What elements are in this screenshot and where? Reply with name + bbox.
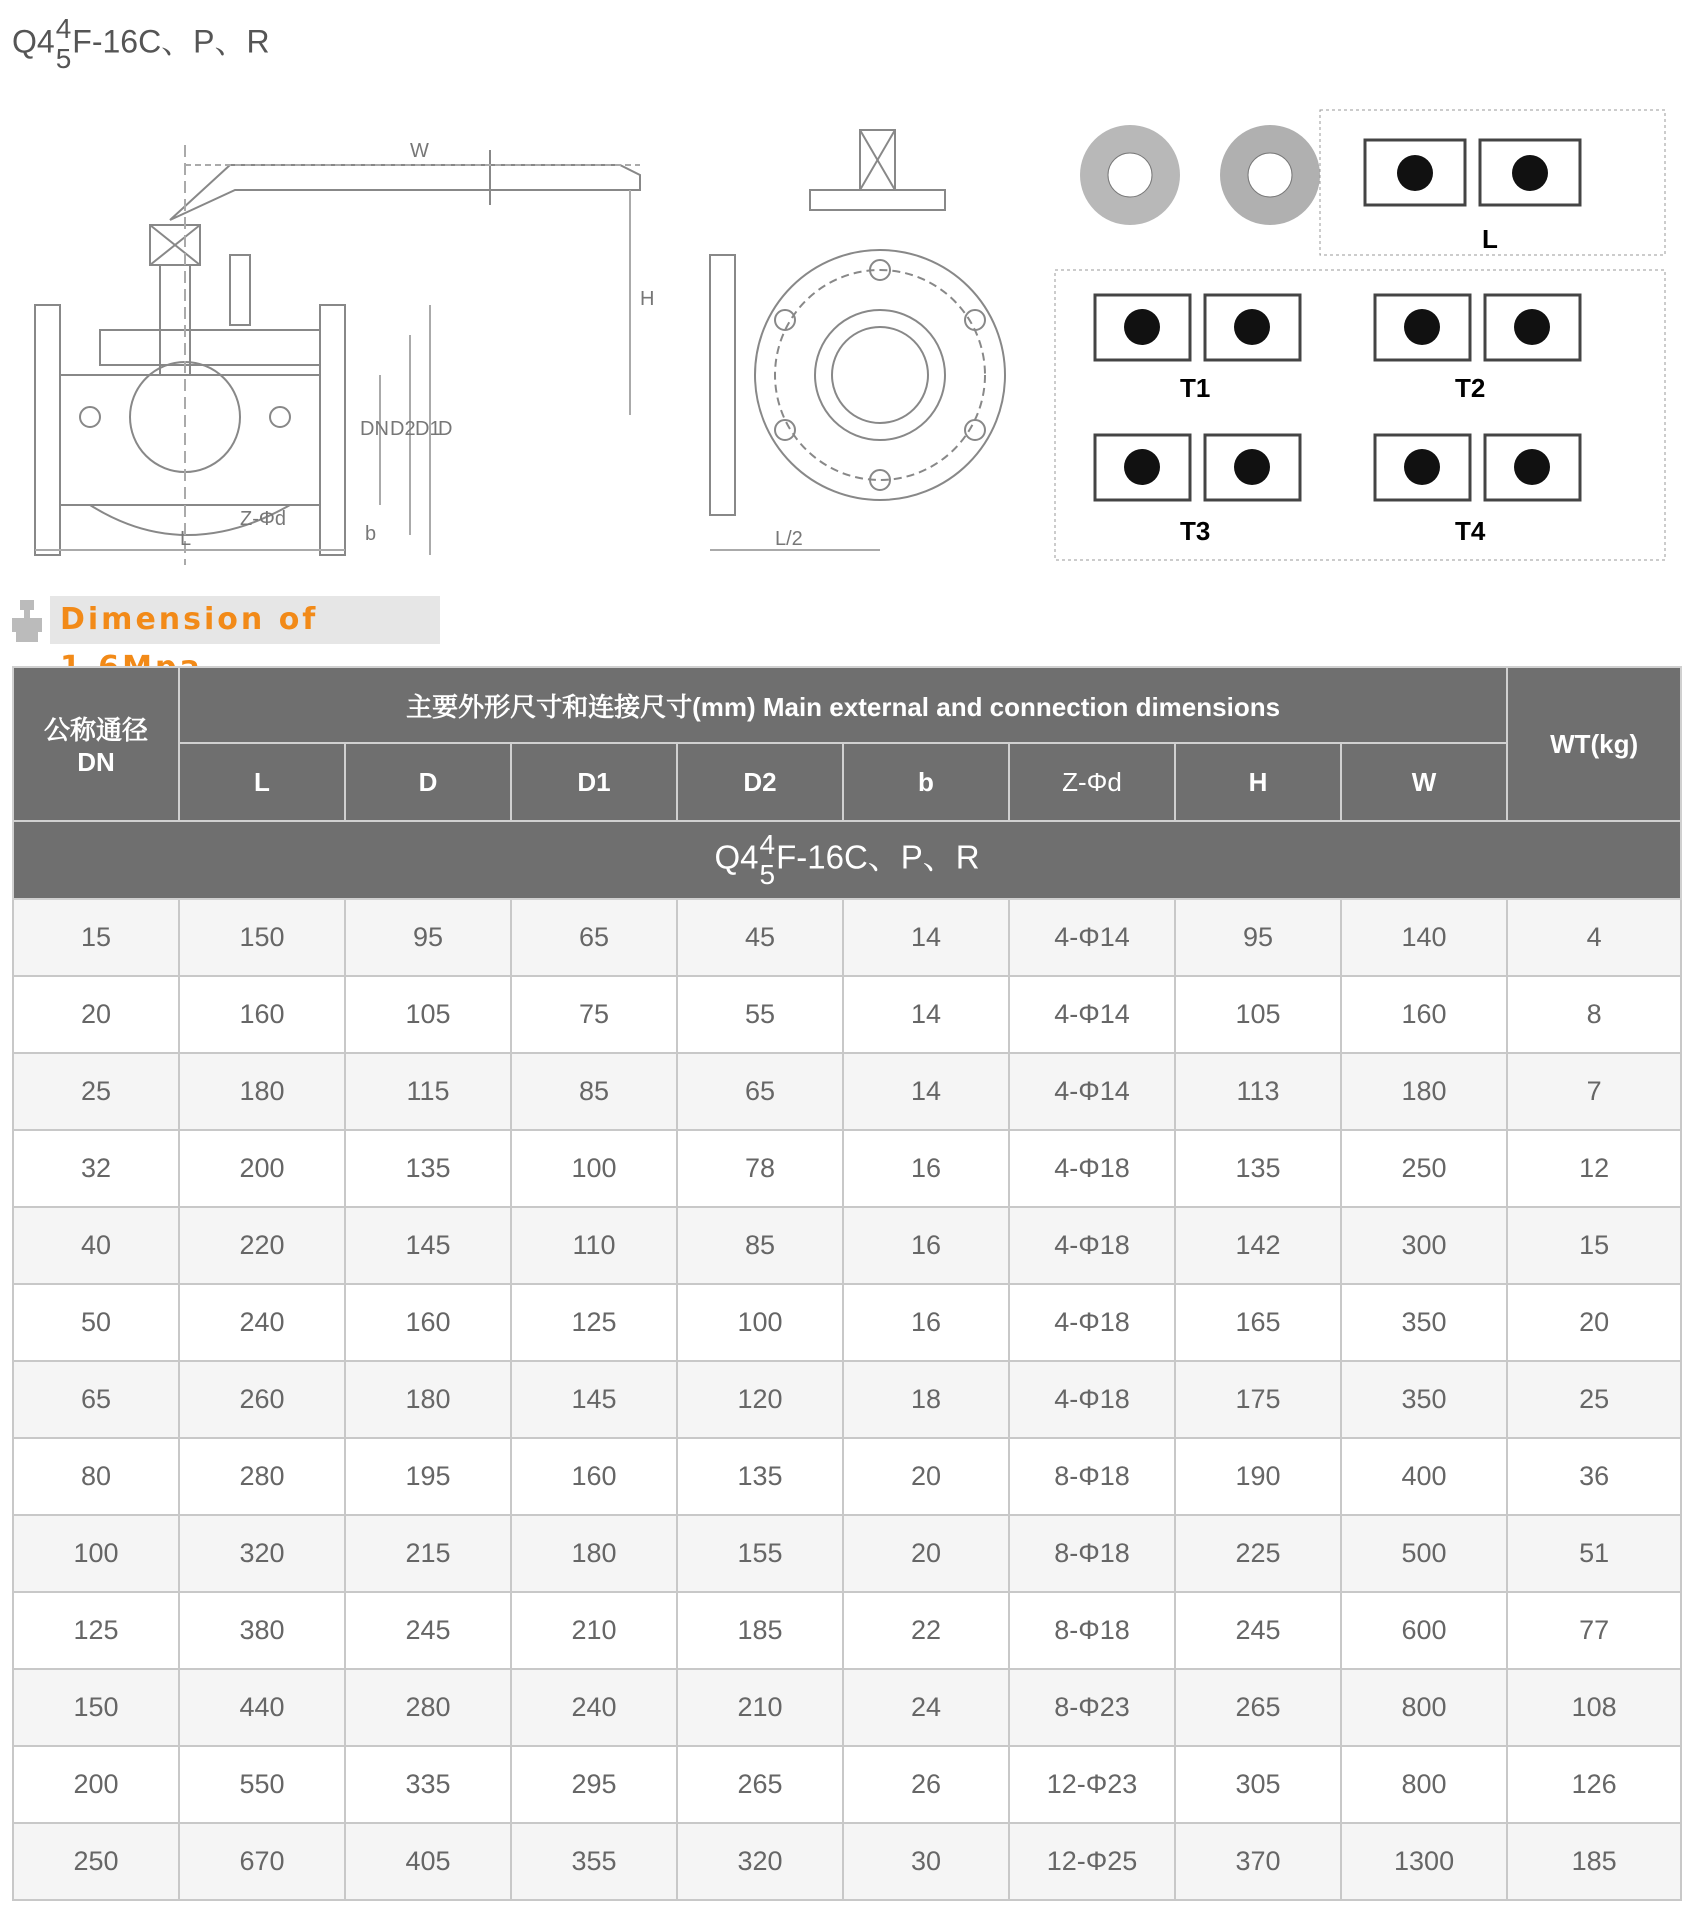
table-cell: 405 xyxy=(345,1823,511,1900)
table-cell: 12-Φ25 xyxy=(1009,1823,1175,1900)
table-cell: 22 xyxy=(843,1592,1009,1669)
pattern-label-T2: T2 xyxy=(1455,373,1486,403)
header-col-D2: D2 xyxy=(677,743,843,821)
table-cell: 200 xyxy=(13,1746,179,1823)
table-cell: 355 xyxy=(511,1823,677,1900)
table-cell: 8-Φ18 xyxy=(1009,1515,1175,1592)
header-wt: WT(kg) xyxy=(1507,667,1681,821)
table-cell: 14 xyxy=(843,1053,1009,1130)
table-cell: 8-Φ23 xyxy=(1009,1669,1175,1746)
model-row-fraction xyxy=(760,830,776,890)
table-cell: 160 xyxy=(511,1438,677,1515)
table-cell: 8-Φ18 xyxy=(1009,1592,1175,1669)
table-cell: 18 xyxy=(843,1361,1009,1438)
table-cell: 80 xyxy=(13,1438,179,1515)
model-title-sub: 5 xyxy=(55,43,72,74)
table-cell: 105 xyxy=(345,976,511,1053)
header-main: 主要外形尺寸和连接尺寸(mm) Main external and connection dimensions xyxy=(179,667,1507,743)
table-cell: 95 xyxy=(1175,899,1341,976)
label-D: D xyxy=(438,418,453,440)
label-W: W xyxy=(410,140,429,162)
ball-illustrations xyxy=(1080,125,1320,225)
table-cell: 85 xyxy=(511,1053,677,1130)
table-cell: 20 xyxy=(843,1438,1009,1515)
table-row xyxy=(13,1053,1681,1130)
header-col-L: L xyxy=(179,743,345,821)
dimension-table xyxy=(12,666,1682,1901)
model-row-sub: 5 xyxy=(759,859,776,890)
table-cell: 220 xyxy=(179,1207,345,1284)
table-cell: 175 xyxy=(1175,1361,1341,1438)
table-cell: 260 xyxy=(179,1361,345,1438)
table-cell: 180 xyxy=(511,1515,677,1592)
table-cell: 250 xyxy=(13,1823,179,1900)
table-cell: 180 xyxy=(345,1361,511,1438)
table-cell: 240 xyxy=(511,1669,677,1746)
table-cell: 65 xyxy=(511,899,677,976)
table-cell: 24 xyxy=(843,1669,1009,1746)
table-cell: 105 xyxy=(1175,976,1341,1053)
table-row xyxy=(13,1284,1681,1361)
table-cell: 14 xyxy=(843,976,1009,1053)
table-cell: 280 xyxy=(179,1438,345,1515)
table-cell: 36 xyxy=(1507,1438,1681,1515)
section-title: Dimension of xyxy=(50,596,440,644)
table-cell: 295 xyxy=(511,1746,677,1823)
table-cell: 45 xyxy=(677,899,843,976)
label-D2: D2 xyxy=(390,418,416,440)
table-cell: 4-Φ18 xyxy=(1009,1207,1175,1284)
model-row-cell xyxy=(13,821,1681,899)
table-cell: 26 xyxy=(843,1746,1009,1823)
header-dn-en: DN xyxy=(77,747,115,777)
table-cell: 100 xyxy=(511,1130,677,1207)
table-cell: 320 xyxy=(677,1823,843,1900)
pattern-label-T1: T1 xyxy=(1180,373,1211,403)
table-cell: 50 xyxy=(13,1284,179,1361)
table-cell: 350 xyxy=(1341,1284,1507,1361)
table-cell: 4-Φ18 xyxy=(1009,1130,1175,1207)
table-cell: 550 xyxy=(179,1746,345,1823)
table-row xyxy=(13,899,1681,976)
table-cell: 30 xyxy=(843,1823,1009,1900)
table-cell: 210 xyxy=(677,1669,843,1746)
model-title-suffix: F-16C、P、R xyxy=(72,23,270,60)
table-cell: 305 xyxy=(1175,1746,1341,1823)
label-D1: D1 xyxy=(415,418,441,440)
table-cell: 100 xyxy=(13,1515,179,1592)
table-row xyxy=(13,1823,1681,1900)
table-cell: 16 xyxy=(843,1284,1009,1361)
table-cell: 145 xyxy=(511,1361,677,1438)
table-cell: 75 xyxy=(511,976,677,1053)
table-cell: 20 xyxy=(1507,1284,1681,1361)
header-dn-cn: 公称通径 xyxy=(43,715,148,745)
model-row xyxy=(13,821,1681,899)
table-cell: 225 xyxy=(1175,1515,1341,1592)
table-cell: 135 xyxy=(345,1130,511,1207)
valve-drawings xyxy=(20,105,1670,565)
table-cell: 108 xyxy=(1507,1669,1681,1746)
table-cell: 320 xyxy=(179,1515,345,1592)
table-cell: 25 xyxy=(13,1053,179,1130)
table-row xyxy=(13,1361,1681,1438)
table-cell: 125 xyxy=(13,1592,179,1669)
table-row xyxy=(13,1438,1681,1515)
model-title xyxy=(12,14,270,74)
table-cell: 165 xyxy=(1175,1284,1341,1361)
table-cell: 440 xyxy=(179,1669,345,1746)
table-cell: 4-Φ18 xyxy=(1009,1284,1175,1361)
header-col-b: b xyxy=(843,743,1009,821)
table-cell: 15 xyxy=(13,899,179,976)
table-cell: 800 xyxy=(1341,1669,1507,1746)
table-cell: 335 xyxy=(345,1746,511,1823)
model-row-suffix: F-16C、P、R xyxy=(776,838,980,876)
pattern-label-L: L xyxy=(1482,224,1498,254)
table-cell: 135 xyxy=(1175,1130,1341,1207)
table-cell: 16 xyxy=(843,1207,1009,1284)
table-cell: 800 xyxy=(1341,1746,1507,1823)
header-col-D1: D1 xyxy=(511,743,677,821)
header-col-W: W xyxy=(1341,743,1507,821)
table-cell: 12-Φ23 xyxy=(1009,1746,1175,1823)
front-view-drawing xyxy=(710,130,1005,550)
table-cell: 7 xyxy=(1507,1053,1681,1130)
table-cell: 4 xyxy=(1507,899,1681,976)
table-cell: 20 xyxy=(843,1515,1009,1592)
table-cell: 16 xyxy=(843,1130,1009,1207)
table-cell: 25 xyxy=(1507,1361,1681,1438)
table-cell: 8 xyxy=(1507,976,1681,1053)
table-cell: 600 xyxy=(1341,1592,1507,1669)
table-cell: 245 xyxy=(1175,1592,1341,1669)
table-cell: 150 xyxy=(13,1669,179,1746)
label-Zd: Z-Φd xyxy=(240,508,286,530)
table-cell: 180 xyxy=(1341,1053,1507,1130)
table-cell: 4-Φ14 xyxy=(1009,976,1175,1053)
table-cell: 120 xyxy=(677,1361,843,1438)
table-cell: 380 xyxy=(179,1592,345,1669)
table-cell: 155 xyxy=(677,1515,843,1592)
table-cell: 135 xyxy=(677,1438,843,1515)
header-col-H: H xyxy=(1175,743,1341,821)
table-cell: 190 xyxy=(1175,1438,1341,1515)
table-cell: 400 xyxy=(1341,1438,1507,1515)
table-cell: 100 xyxy=(677,1284,843,1361)
table-cell: 215 xyxy=(345,1515,511,1592)
table-row xyxy=(13,1130,1681,1207)
table-header-row-1 xyxy=(13,667,1681,743)
table-cell: 280 xyxy=(345,1669,511,1746)
header-col-D: D xyxy=(345,743,511,821)
side-view-drawing xyxy=(35,145,640,565)
table-cell: 15 xyxy=(1507,1207,1681,1284)
header-col-Zd: Z-Φd xyxy=(1009,743,1175,821)
table-cell: 150 xyxy=(179,899,345,976)
table-cell: 265 xyxy=(1175,1669,1341,1746)
table-cell: 40 xyxy=(13,1207,179,1284)
label-H: H xyxy=(640,288,655,310)
table-row xyxy=(13,1515,1681,1592)
table-cell: 195 xyxy=(345,1438,511,1515)
table-row xyxy=(13,1669,1681,1746)
model-row-prefix: Q4 xyxy=(714,838,759,876)
table-cell: 1300 xyxy=(1341,1823,1507,1900)
table-cell: 8-Φ18 xyxy=(1009,1438,1175,1515)
table-header-row-2 xyxy=(13,743,1681,821)
table-cell: 265 xyxy=(677,1746,843,1823)
table-cell: 370 xyxy=(1175,1823,1341,1900)
table-cell: 78 xyxy=(677,1130,843,1207)
table-row xyxy=(13,976,1681,1053)
table-cell: 145 xyxy=(345,1207,511,1284)
table-cell: 55 xyxy=(677,976,843,1053)
table-cell: 160 xyxy=(179,976,345,1053)
table-cell: 113 xyxy=(1175,1053,1341,1130)
table-cell: 160 xyxy=(1341,976,1507,1053)
table-cell: 200 xyxy=(179,1130,345,1207)
table-row xyxy=(13,1207,1681,1284)
table-cell: 12 xyxy=(1507,1130,1681,1207)
table-cell: 250 xyxy=(1341,1130,1507,1207)
table-cell: 20 xyxy=(13,976,179,1053)
table-cell: 77 xyxy=(1507,1592,1681,1669)
table-cell: 4-Φ18 xyxy=(1009,1361,1175,1438)
pattern-label-T3: T3 xyxy=(1180,516,1211,546)
table-cell: 110 xyxy=(511,1207,677,1284)
table-cell: 185 xyxy=(677,1592,843,1669)
label-DN: DN xyxy=(360,418,389,440)
table-cell: 32 xyxy=(13,1130,179,1207)
model-title-fraction xyxy=(56,14,72,74)
table-cell: 180 xyxy=(179,1053,345,1130)
table-cell: 65 xyxy=(677,1053,843,1130)
table-cell: 4-Φ14 xyxy=(1009,1053,1175,1130)
pattern-label-T4: T4 xyxy=(1455,516,1486,546)
table-cell: 51 xyxy=(1507,1515,1681,1592)
table-row xyxy=(13,1746,1681,1823)
table-cell: 210 xyxy=(511,1592,677,1669)
table-cell: 185 xyxy=(1507,1823,1681,1900)
table-cell: 240 xyxy=(179,1284,345,1361)
table-row xyxy=(13,1592,1681,1669)
model-row-sup: 4 xyxy=(759,829,776,860)
model-title-sup: 4 xyxy=(55,13,72,44)
table-cell: 126 xyxy=(1507,1746,1681,1823)
table-cell: 14 xyxy=(843,899,1009,976)
table-cell: 95 xyxy=(345,899,511,976)
table-cell: 85 xyxy=(677,1207,843,1284)
label-L: L xyxy=(180,528,192,550)
label-b: b xyxy=(365,523,377,545)
table-cell: 670 xyxy=(179,1823,345,1900)
header-dn xyxy=(13,667,179,821)
table-cell: 140 xyxy=(1341,899,1507,976)
label-L2: L/2 xyxy=(775,528,803,550)
valve-icon xyxy=(10,598,44,644)
table-cell: 142 xyxy=(1175,1207,1341,1284)
model-title-prefix: Q4 xyxy=(12,23,55,60)
table-cell: 245 xyxy=(345,1592,511,1669)
table-cell: 4-Φ14 xyxy=(1009,899,1175,976)
table-cell: 125 xyxy=(511,1284,677,1361)
table-cell: 300 xyxy=(1341,1207,1507,1284)
table-cell: 115 xyxy=(345,1053,511,1130)
table-cell: 65 xyxy=(13,1361,179,1438)
table-cell: 160 xyxy=(345,1284,511,1361)
table-cell: 350 xyxy=(1341,1361,1507,1438)
table-cell: 500 xyxy=(1341,1515,1507,1592)
